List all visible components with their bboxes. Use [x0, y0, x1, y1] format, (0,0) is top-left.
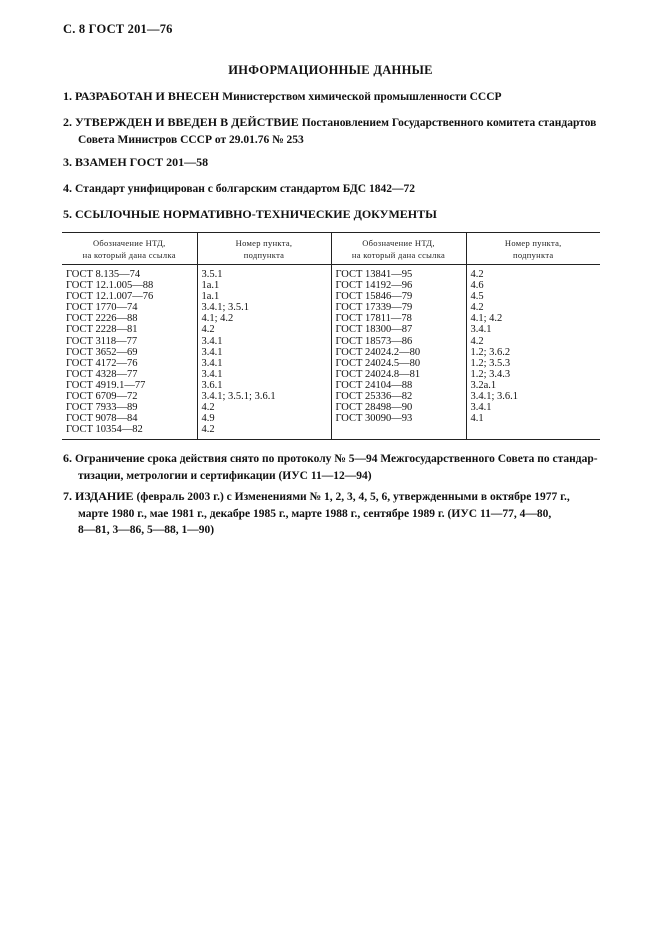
- item-text-line3: 8—81, 3—86, 5—88, 1—90): [78, 524, 215, 536]
- clause-number-cell: 4.2: [197, 424, 331, 440]
- table-row: [62, 402, 600, 413]
- ntd-designation-cell: ГОСТ 15846—79: [331, 291, 466, 302]
- table-header-cell: Обозначение НТД, на который дана ссылка: [331, 233, 466, 265]
- ntd-designation-cell: [331, 424, 466, 440]
- info-item-6: [63, 451, 603, 484]
- item-lead: ВЗАМЕН ГОСТ 201—58: [75, 155, 209, 169]
- clause-number-cell: 4.2: [197, 324, 331, 335]
- ntd-designation-cell: ГОСТ 13841—95: [331, 265, 466, 281]
- ntd-designation-cell: ГОСТ 7933—89: [66, 402, 138, 414]
- item-text: Постановлением Государственного комитета стандартов: [301, 117, 597, 129]
- clause-number-cell: 3.4.1; 3.6.1: [466, 391, 600, 402]
- table-row: [62, 313, 600, 324]
- clause-number-cell: 1.2; 3.5.3: [466, 358, 600, 369]
- item-number: 7.: [63, 489, 72, 503]
- item-text: (февраль 2003 г.) с Изменениями № 1, 2, 3, 4, 5, 6, утвержденными в октябре 1977 г.,: [136, 491, 570, 503]
- table-row: [62, 291, 600, 302]
- ntd-designation-cell: ГОСТ 3652—69: [66, 346, 138, 358]
- clause-number-cell: 3.5.1: [197, 265, 331, 281]
- ntd-designation-cell: ГОСТ 4919.1—77: [66, 379, 146, 391]
- item-text-line2: тизации, метрологии и сертификации (ИУС 11—12—94): [78, 469, 372, 482]
- clause-number-cell: 4.2: [466, 265, 600, 281]
- ntd-designation-cell: ГОСТ 30090—93: [331, 413, 466, 424]
- ntd-designation-cell: ГОСТ 25336—82: [331, 391, 466, 402]
- table-row: [62, 391, 600, 402]
- clause-number-cell: 4.2: [466, 336, 600, 347]
- clause-number-cell: 3.4.1; 3.5.1: [197, 302, 331, 313]
- item-lead: ССЫЛОЧНЫЕ НОРМАТИВНО-ТЕХНИЧЕСКИЕ ДОКУМЕНТЫ: [75, 207, 437, 221]
- item-lead: УТВЕРЖДЕН И ВВЕДЕН В ДЕЙСТВИЕ: [75, 115, 299, 129]
- table-row: [62, 369, 600, 380]
- clause-number-cell: 3.4.1: [466, 402, 600, 413]
- table-row: [62, 280, 600, 291]
- clause-number-cell: 3.6.1: [197, 380, 331, 391]
- item-number: 4.: [63, 181, 72, 195]
- ntd-designation-cell: ГОСТ 9078—84: [66, 413, 138, 425]
- table-row: [62, 424, 600, 440]
- table-row: [62, 324, 600, 335]
- ntd-designation-cell: ГОСТ 24024.8—81: [331, 369, 466, 380]
- ntd-designation-cell: ГОСТ 4172—76: [66, 357, 138, 369]
- info-item-7: [63, 489, 603, 539]
- table-row: [62, 380, 600, 391]
- document-title: ИНФОРМАЦИОННЫЕ ДАННЫЕ: [228, 63, 433, 77]
- table-header-row: [62, 233, 600, 265]
- item-lead: РАЗРАБОТАН И ВНЕСЕН: [75, 89, 220, 103]
- item-lead: ИЗДАНИЕ: [75, 489, 134, 503]
- ntd-designation-cell: ГОСТ 18300—87: [331, 324, 466, 335]
- ntd-designation-cell: ГОСТ 14192—96: [331, 280, 466, 291]
- ntd-designation-cell: ГОСТ 12.1.007—76: [66, 291, 154, 303]
- item-number: 2.: [63, 115, 72, 129]
- clause-number-cell: 3.4.1: [197, 347, 331, 358]
- clause-number-cell: 3.4.1; 3.5.1; 3.6.1: [197, 391, 331, 402]
- ntd-designation-cell: ГОСТ 1770—74: [66, 302, 138, 314]
- item-number: 3.: [63, 155, 72, 169]
- ntd-designation-cell: ГОСТ 24104—88: [331, 380, 466, 391]
- clause-number-cell: 1а.1: [197, 291, 331, 302]
- references-table: [62, 232, 600, 440]
- clause-number-cell: 3.2а.1: [466, 380, 600, 391]
- clause-number-cell: 3.4.1: [197, 369, 331, 380]
- clause-number-cell: 3.4.1: [466, 324, 600, 335]
- ntd-designation-cell: ГОСТ 8.135—74: [66, 269, 141, 280]
- info-item-5: [63, 207, 603, 223]
- info-item-2: [63, 115, 603, 148]
- clause-number-cell: [466, 424, 600, 440]
- clause-number-cell: 4.9: [197, 413, 331, 424]
- item-text: Министерством химической промышленности СССР: [222, 91, 502, 103]
- table-row: [62, 413, 600, 424]
- ntd-designation-cell: ГОСТ 17811—78: [331, 313, 466, 324]
- item-number: 6.: [63, 451, 72, 465]
- clause-number-cell: 3.4.1: [197, 358, 331, 369]
- item-number: 1.: [63, 89, 72, 103]
- ntd-designation-cell: ГОСТ 24024.5—80: [331, 358, 466, 369]
- page-header: С. 8 ГОСТ 201—76: [63, 22, 173, 36]
- clause-number-cell: 1а.1: [197, 280, 331, 291]
- clause-number-cell: 4.1; 4.2: [466, 313, 600, 324]
- table-row: [62, 302, 600, 313]
- clause-number-cell: 1.2; 3.4.3: [466, 369, 600, 380]
- table-header-cell: Обозначение НТД, на который дана ссылка: [62, 233, 197, 265]
- table-row: [62, 265, 600, 281]
- item-text-line2: марте 1980 г., мае 1981 г., декабре 1985 г., марте 1988 г., сентябре 1989 г. (ИУС 11—77, 4—80,: [78, 507, 552, 520]
- ntd-designation-cell: ГОСТ 17339—79: [331, 302, 466, 313]
- ntd-designation-cell: ГОСТ 2228—81: [66, 324, 138, 336]
- ntd-designation-cell: ГОСТ 6709—72: [66, 391, 138, 403]
- ntd-designation-cell: ГОСТ 4328—77: [66, 368, 138, 380]
- table-header-cell: Номер пункта, подпункта: [197, 233, 331, 265]
- ntd-designation-cell: ГОСТ 10354—82: [62, 424, 197, 440]
- info-item-3: [63, 155, 603, 171]
- ntd-designation-cell: ГОСТ 18573—86: [331, 336, 466, 347]
- item-text: Стандарт унифицирован с болгарским стандартом БДС 1842—72: [75, 183, 415, 195]
- table-row: [62, 347, 600, 358]
- clause-number-cell: 4.1: [466, 413, 600, 424]
- clause-number-cell: 4.2: [466, 302, 600, 313]
- item-text-line2: Совета Министров СССР от 29.01.76 № 253: [78, 133, 304, 146]
- clause-number-cell: 4.5: [466, 291, 600, 302]
- ntd-designation-cell: ГОСТ 28498—90: [331, 402, 466, 413]
- table-row: [62, 358, 600, 369]
- table-body: [62, 265, 600, 440]
- clause-number-cell: 4.1; 4.2: [197, 313, 331, 324]
- ntd-designation-cell: ГОСТ 12.1.005—88: [66, 280, 154, 292]
- ntd-designation-cell: ГОСТ 2226—88: [66, 313, 138, 325]
- table-header-cell: Номер пункта, подпункта: [466, 233, 600, 265]
- item-number: 5.: [63, 207, 72, 221]
- clause-number-cell: 1.2; 3.6.2: [466, 347, 600, 358]
- clause-number-cell: 3.4.1: [197, 336, 331, 347]
- info-item-1: [63, 89, 603, 106]
- item-text: Ограничение срока действия снято по протоколу № 5—94 Межгосударственного Совета по стандар-: [75, 453, 598, 465]
- clause-number-cell: 4.6: [466, 280, 600, 291]
- ntd-designation-cell: ГОСТ 24024.2—80: [331, 347, 466, 358]
- ntd-designation-cell: ГОСТ 3118—77: [66, 335, 138, 347]
- info-item-4: [63, 181, 603, 198]
- clause-number-cell: 4.2: [197, 402, 331, 413]
- table-row: [62, 336, 600, 347]
